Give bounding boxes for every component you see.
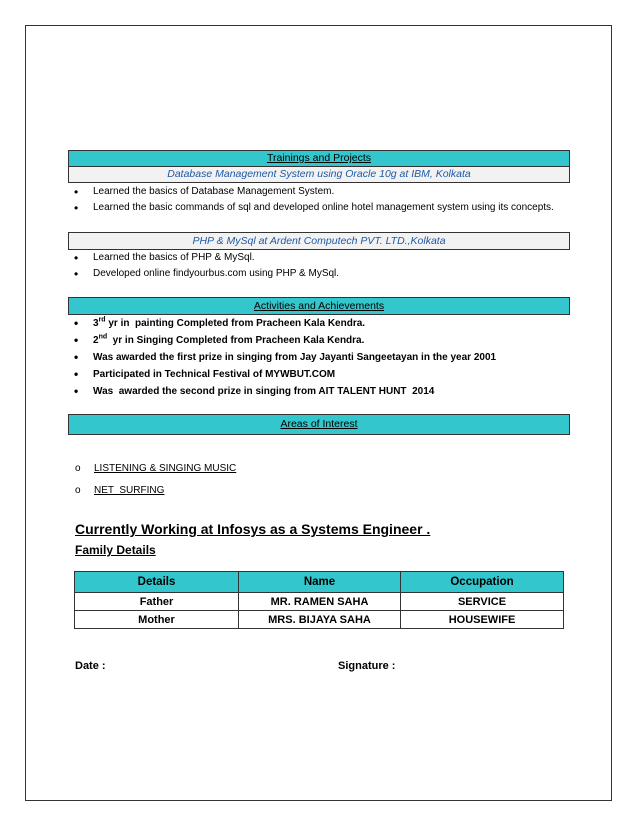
family-details-heading: Family Details xyxy=(75,543,156,557)
list-item xyxy=(70,332,496,349)
project2-title: PHP & MySql at Ardent Computech PVT. LTD.,Kolkata xyxy=(192,235,446,247)
activities-header xyxy=(68,297,570,315)
ordinal-number: 2 xyxy=(93,335,99,346)
table-cell: HOUSEWIFE xyxy=(401,611,564,629)
table-row xyxy=(75,611,564,629)
current-work-heading: Currently Working at Infosys as a Systems Engineer . xyxy=(75,521,431,537)
interests-header xyxy=(68,414,570,435)
interests-list xyxy=(75,458,236,502)
project2-title-bar xyxy=(68,232,570,250)
trainings-header-label: Trainings and Projects xyxy=(266,152,372,164)
trainings-header xyxy=(68,150,570,167)
table-cell: Mother xyxy=(75,611,239,629)
list-item: o NET SURFING xyxy=(75,480,236,502)
signature-label: Signature : xyxy=(338,660,396,672)
table-cell: Father xyxy=(75,593,239,611)
table-cell: MRS. BIJAYA SAHA xyxy=(239,611,401,629)
list-item: • Was awarded the second prize in singing from AIT TALENT HUNT 2014 xyxy=(70,383,496,400)
column-header-details: Details xyxy=(75,572,239,593)
ordinal-suffix: rd xyxy=(98,316,106,324)
list-item: • Participated in Technical Festival of MYWBUT.COM xyxy=(70,366,496,383)
table-cell: SERVICE xyxy=(401,593,564,611)
list-item: • Learned the basics of Database Management System. xyxy=(70,184,554,200)
project1-title: Database Management System using Oracle 10g at IBM, Kolkata xyxy=(167,168,471,180)
family-table xyxy=(74,571,564,629)
item-text: yr in painting Completed from Pracheen Kala Kendra. xyxy=(105,318,366,329)
list-item xyxy=(70,315,496,332)
date-label: Date : xyxy=(75,660,106,672)
ordinal-suffix: nd xyxy=(98,333,108,341)
project2-bullet-list xyxy=(70,250,339,282)
list-item: • Was awarded the first prize in singing from Jay Jayanti Sangeetayan in the year 2001 xyxy=(70,349,496,366)
project1-title-bar xyxy=(68,166,570,183)
table-row xyxy=(75,593,564,611)
list-item: o LISTENING & SINGING MUSIC xyxy=(75,458,236,480)
project1-bullet-list xyxy=(70,184,554,216)
list-item: • Developed online findyourbus.com using PHP & MySql. xyxy=(70,266,339,282)
column-header-occupation: Occupation xyxy=(401,572,564,593)
interests-header-label: Areas of Interest xyxy=(280,418,358,430)
item-text: yr in Singing Completed from Pracheen Kala Kendra. xyxy=(107,335,365,346)
page-border xyxy=(25,25,612,801)
list-item: • Learned the basics of PHP & MySql. xyxy=(70,250,339,266)
activities-header-label: Activities and Achievements xyxy=(253,300,385,312)
ordinal-number: 3 xyxy=(93,318,99,329)
list-item: • Learned the basic commands of sql and developed online hotel management system using its concepts. xyxy=(70,200,554,216)
table-header-row xyxy=(75,572,564,593)
activities-list xyxy=(70,315,496,400)
table-cell: MR. RAMEN SAHA xyxy=(239,593,401,611)
column-header-name: Name xyxy=(239,572,401,593)
